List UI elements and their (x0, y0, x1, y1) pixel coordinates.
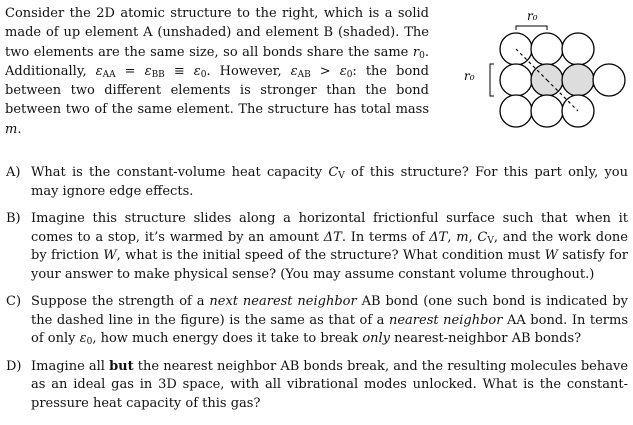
question-letter: D) (6, 358, 22, 374)
side-r0-label: r₀ (464, 69, 475, 83)
atomic-structure-figure (446, 4, 628, 154)
r0-symbol: r (412, 44, 420, 60)
question-letter: A) (6, 165, 21, 180)
top-r0-label: r₀ (527, 9, 538, 23)
atom-a (531, 33, 563, 65)
question-letter: B) (6, 211, 21, 226)
question-letter: C) (6, 294, 22, 309)
mass-symbol: m (5, 121, 18, 137)
question-b: B) Imagine this structure slides along a horizontal frictionful surface such that when it comes to a stop, it’s warmed by an amount ΔT. In terms of ΔT, m, $C_V$, and the work done by friction W, what is the initial speed of the structure? What condition must W satisfy for your answer to make physical sense? (You may assume constant volume throughout.) (6, 211, 628, 282)
question-list (6, 164, 628, 422)
atom-a (500, 64, 532, 96)
atom-b (562, 64, 594, 96)
side-dimension-bracket (490, 64, 494, 96)
problem-intro: Consider the 2D atomic structure to the right, which is a solid made of up element A (unshaded) and element B (shaded). The two elements are the same size, so all bonds share the same $r_0$. Additionally, $\varepsilon_{AA} = \varepsilon_{BB} \equiv \varepsilon_0$. However, $\varepsilon_{AB} > \varepsilon_0$: the bond between two different elements is stronger than the bond between two of the same element. The structure has total mass m. (5, 6, 429, 137)
intro-text: Consider the 2D atomic structure to the right, which is a solid made of up element A (unshaded) and element B (shaded). The two elements are the same size, so all bonds share the same (5, 6, 429, 60)
epsilon-symbol: ε (95, 63, 103, 79)
atom-a (593, 64, 625, 96)
atom-a (562, 33, 594, 65)
question-a: A) What is the constant-volume heat capacity $C_V$ of this structure? For this part only, you may ignore edge effects. (6, 165, 628, 199)
atom-a (500, 95, 532, 127)
lattice-diagram (446, 4, 628, 154)
question-d: D) Imagine all but the nearest neighbor AB bonds break, and the resulting molecules behave as an ideal gas in 3D space, with all vibrational modes unlocked. What is the constant-pressure heat capacity of this gas? (6, 358, 629, 411)
top-dimension-bracket (516, 26, 547, 30)
atom-a (531, 95, 563, 127)
question-c: C) Suppose the strength of a next nearest neighbor AB bond (one such bond is indicated by the dashed line in the figure) is the same as that of a nearest neighbor AA bond. In terms of only $\varepsilon_0$, how much energy does it take to break only nearest-neighbor AB bonds? (6, 294, 628, 347)
